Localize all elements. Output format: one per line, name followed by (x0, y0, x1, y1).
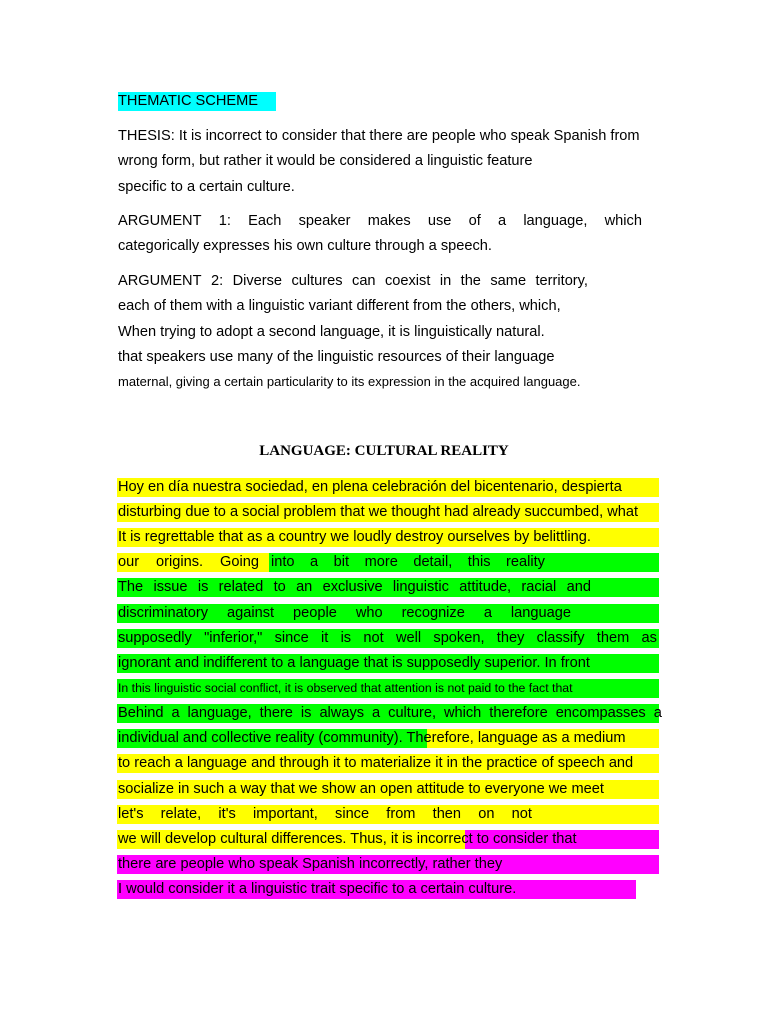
word: Each (248, 213, 282, 229)
word: as (641, 630, 657, 646)
word: well (395, 630, 422, 646)
word: related (218, 579, 264, 595)
word: there (259, 705, 293, 721)
word: 2: (210, 273, 224, 289)
argument2-line-1 (118, 272, 588, 291)
word: it (320, 630, 329, 646)
word: into (271, 554, 295, 570)
word: a (483, 605, 492, 621)
word: attitude, (459, 579, 512, 595)
essay-line-8: ignorant and indifferent to a language that is supposedly superior. In front (118, 655, 590, 671)
word: territory, (535, 273, 588, 289)
word: important, (252, 806, 318, 822)
word: Behind (118, 705, 164, 721)
word: reality (506, 554, 545, 570)
essay-line-1: Hoy en día nuestra sociedad, en plena celebración del bicentenario, despierta (118, 479, 622, 495)
word: a (171, 705, 180, 721)
argument2-line-4: that speakers use many of the linguistic resources of their language (118, 349, 555, 365)
word: is (300, 705, 312, 721)
word: more (364, 554, 398, 570)
argument1-line-2: categorically expresses his own culture through a speech. (118, 238, 492, 254)
word: it's (218, 806, 236, 822)
word: detail, (413, 554, 453, 570)
word: from (386, 806, 416, 822)
line-15-yellow-text: we will develop cultural differences. Thus, it is incor (118, 831, 449, 847)
word: language, (187, 705, 252, 721)
word: origins. (156, 554, 204, 570)
word: is (340, 630, 352, 646)
line-15-magenta-text: rect to consider that (448, 831, 577, 847)
argument1-line-1 (118, 212, 642, 231)
essay-line-12: to reach a language and through it to materialize it in the practice of speech and (118, 755, 634, 771)
word: Going (220, 554, 259, 570)
word: therefore (489, 705, 548, 721)
word: not (511, 806, 532, 822)
thesis-line-2: wrong form, but rather it would be considered a linguistic feature (118, 153, 533, 169)
word: discriminatory (118, 605, 209, 621)
word: "inferior," (204, 630, 263, 646)
line-11-green-text: individual and collective reality (community). (118, 730, 403, 746)
word: let's (118, 806, 144, 822)
essay-line-9: In this linguistic social conflict, it is observed that attention is not paid to the fact that (118, 681, 573, 695)
essay-heading: LANGUAGE: CULTURAL REALITY (259, 443, 509, 459)
word: who (355, 605, 383, 621)
word: of (468, 213, 481, 229)
word: The (118, 579, 144, 595)
word: encompasses (555, 705, 646, 721)
word: ARGUMENT (118, 213, 202, 229)
word: relate, (160, 806, 202, 822)
word: against (226, 605, 275, 621)
word: which (604, 213, 642, 229)
word: recognize (401, 605, 465, 621)
thesis-line-1: THESIS: It is incorrect to consider that there are people who speak Spanish from (118, 128, 640, 144)
essay-line-4-green (271, 553, 545, 572)
essay-line-11 (118, 729, 626, 748)
word: same (490, 273, 527, 289)
word: language, (523, 213, 588, 229)
word: always (319, 705, 365, 721)
word: culture, (388, 705, 436, 721)
word: they (496, 630, 525, 646)
essay-line-15 (118, 830, 577, 849)
essay-line-6 (118, 604, 571, 623)
essay-line-13: socialize in such a way that we show an open attitude to everyone we meet (118, 781, 604, 797)
word: in (439, 273, 452, 289)
essay-line-14 (118, 805, 532, 824)
word: a (310, 554, 319, 570)
word: use (427, 213, 452, 229)
word: 1: (218, 213, 231, 229)
word: not (363, 630, 384, 646)
word: ARGUMENT (118, 273, 202, 289)
essay-line-7 (118, 629, 657, 648)
essay-line-17: I would consider it a linguistic trait specific to a certain culture. (118, 881, 517, 897)
argument2-line-2: each of them with a linguistic variant different from the others, which, (118, 298, 561, 314)
argument2-line-3: When trying to adopt a second language, it is linguistically natural. (118, 324, 545, 340)
word: a (653, 705, 662, 721)
word: linguistic (392, 579, 449, 595)
word: on (478, 806, 495, 822)
word: makes (367, 213, 411, 229)
word: a (372, 705, 381, 721)
word: exclusive (322, 579, 383, 595)
word: bit (333, 554, 350, 570)
word: coexist (384, 273, 431, 289)
word: issue (153, 579, 188, 595)
word: can (352, 273, 376, 289)
word: is (197, 579, 209, 595)
word: people (293, 605, 337, 621)
word: speaker (298, 213, 351, 229)
word: supposedly (118, 630, 192, 646)
word: and (566, 579, 591, 595)
word: cultures (291, 273, 343, 289)
essay-line-4-yellow (118, 553, 259, 572)
word: Diverse (232, 273, 283, 289)
essay-line-10 (118, 704, 662, 723)
word: classify (536, 630, 585, 646)
essay-line-16: there are people who speak Spanish incorrectly, rather they (118, 856, 503, 872)
word: which (443, 705, 482, 721)
line-11-yellow-text: Therefore, language as a medium (402, 730, 626, 746)
word: spoken, (433, 630, 485, 646)
word: since (335, 806, 370, 822)
word: language (510, 605, 571, 621)
word: the (460, 273, 481, 289)
essay-line-3: It is regrettable that as a country we loudly destroy ourselves by belittling. (118, 529, 591, 545)
word: since (274, 630, 309, 646)
thesis-line-3: specific to a certain culture. (118, 179, 295, 195)
word: a (497, 213, 507, 229)
scheme-title: THEMATIC SCHEME (118, 92, 276, 111)
word: an (296, 579, 313, 595)
essay-line-5 (118, 578, 591, 597)
word: to (273, 579, 286, 595)
word: them (596, 630, 630, 646)
word: then (432, 806, 462, 822)
argument2-line-5: maternal, giving a certain particularity to its expression in the acquired language. (118, 374, 581, 389)
word: this (467, 554, 491, 570)
word: our (118, 554, 140, 570)
essay-line-2: disturbing due to a social problem that we thought had already succumbed, what (118, 504, 639, 520)
word: racial (521, 579, 557, 595)
